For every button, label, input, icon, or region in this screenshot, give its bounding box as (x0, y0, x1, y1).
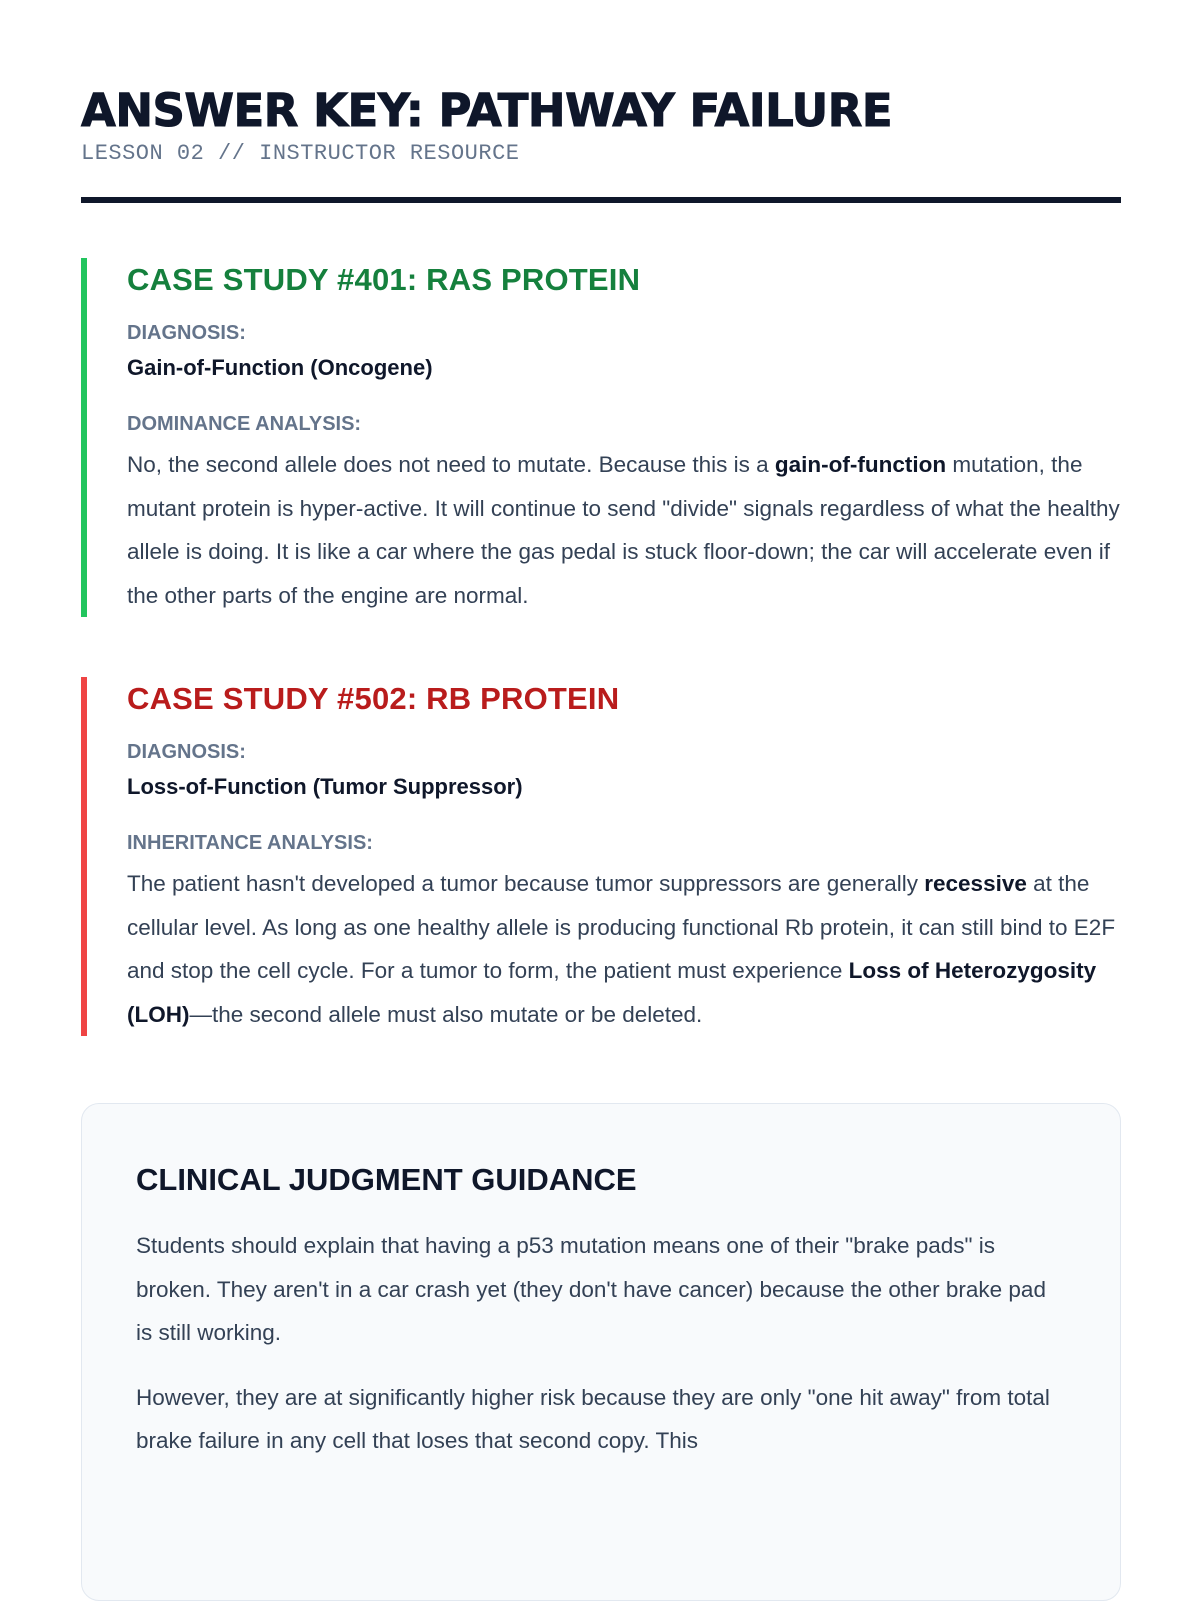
case-accent-bar-red (81, 677, 87, 1036)
clinical-guidance-panel (81, 1103, 1121, 1601)
analysis-text-part: No, the second allele does not need to mutate. Because this is a (127, 452, 775, 477)
guidance-paragraph: However, they are at significantly higher risk because they are only "one hit away" from total brake failure in any cell that loses that second copy. This (136, 1384, 1050, 1453)
analysis-text-part: mutation, the mutant protein is hyper-active. It will continue to send "divide" signals regardless of what the healthy allele is doing. It is like a car where the gas pedal is stuck floor-down; the car will accelerate even if the other parts of the engine are normal. (127, 452, 1120, 608)
diagnosis-label: DIAGNOSIS: (127, 741, 246, 763)
page-subtitle: LESSON 02 // INSTRUCTOR RESOURCE (81, 141, 520, 166)
guidance-title: CLINICAL JUDGMENT GUIDANCE (136, 1162, 637, 1197)
analysis-label: DOMINANCE ANALYSIS: (127, 413, 362, 435)
analysis-text (127, 862, 1121, 1036)
case-study-401 (81, 258, 1121, 617)
diagnosis-value: Loss-of-Function (Tumor Suppressor) (127, 774, 523, 799)
analysis-emphasis: Loss of Heterozygosity (LOH) (127, 958, 1097, 1027)
analysis-text-part: The patient hasn't developed a tumor because tumor suppressors are generally (127, 871, 925, 896)
analysis-emphasis: gain-of-function (774, 452, 947, 477)
case-title: CASE STUDY #502: RB PROTEIN (127, 681, 620, 716)
page-title: ANSWER KEY: PATHWAY FAILURE (81, 84, 893, 137)
analysis-text (127, 443, 1121, 617)
analysis-text-part: —the second allele must also mutate or be deleted. (189, 1001, 703, 1027)
guidance-paragraph: Students should explain that having a p53 mutation means one of their "brake pads" is broken. They aren't in a car crash yet (they don't have cancer) because the other brake pad is still working. (136, 1233, 1046, 1345)
title-divider (81, 197, 1121, 203)
case-study-502 (81, 677, 1121, 1036)
case-title: CASE STUDY #401: RAS PROTEIN (127, 262, 641, 297)
answer-key-document (81, 84, 1121, 1601)
analysis-label: INHERITANCE ANALYSIS: (127, 832, 373, 854)
diagnosis-value: Gain-of-Function (Oncogene) (127, 355, 433, 380)
analysis-emphasis: recessive (924, 871, 1027, 896)
analysis-text-part: at the cellular level. As long as one healthy allele is producing functional Rb protein, it can still bind to E2F and stop the cell cycle. For a tumor to form, the patient must experience (127, 871, 1116, 983)
diagnosis-label: DIAGNOSIS: (127, 322, 246, 344)
case-accent-bar-green (81, 258, 87, 617)
